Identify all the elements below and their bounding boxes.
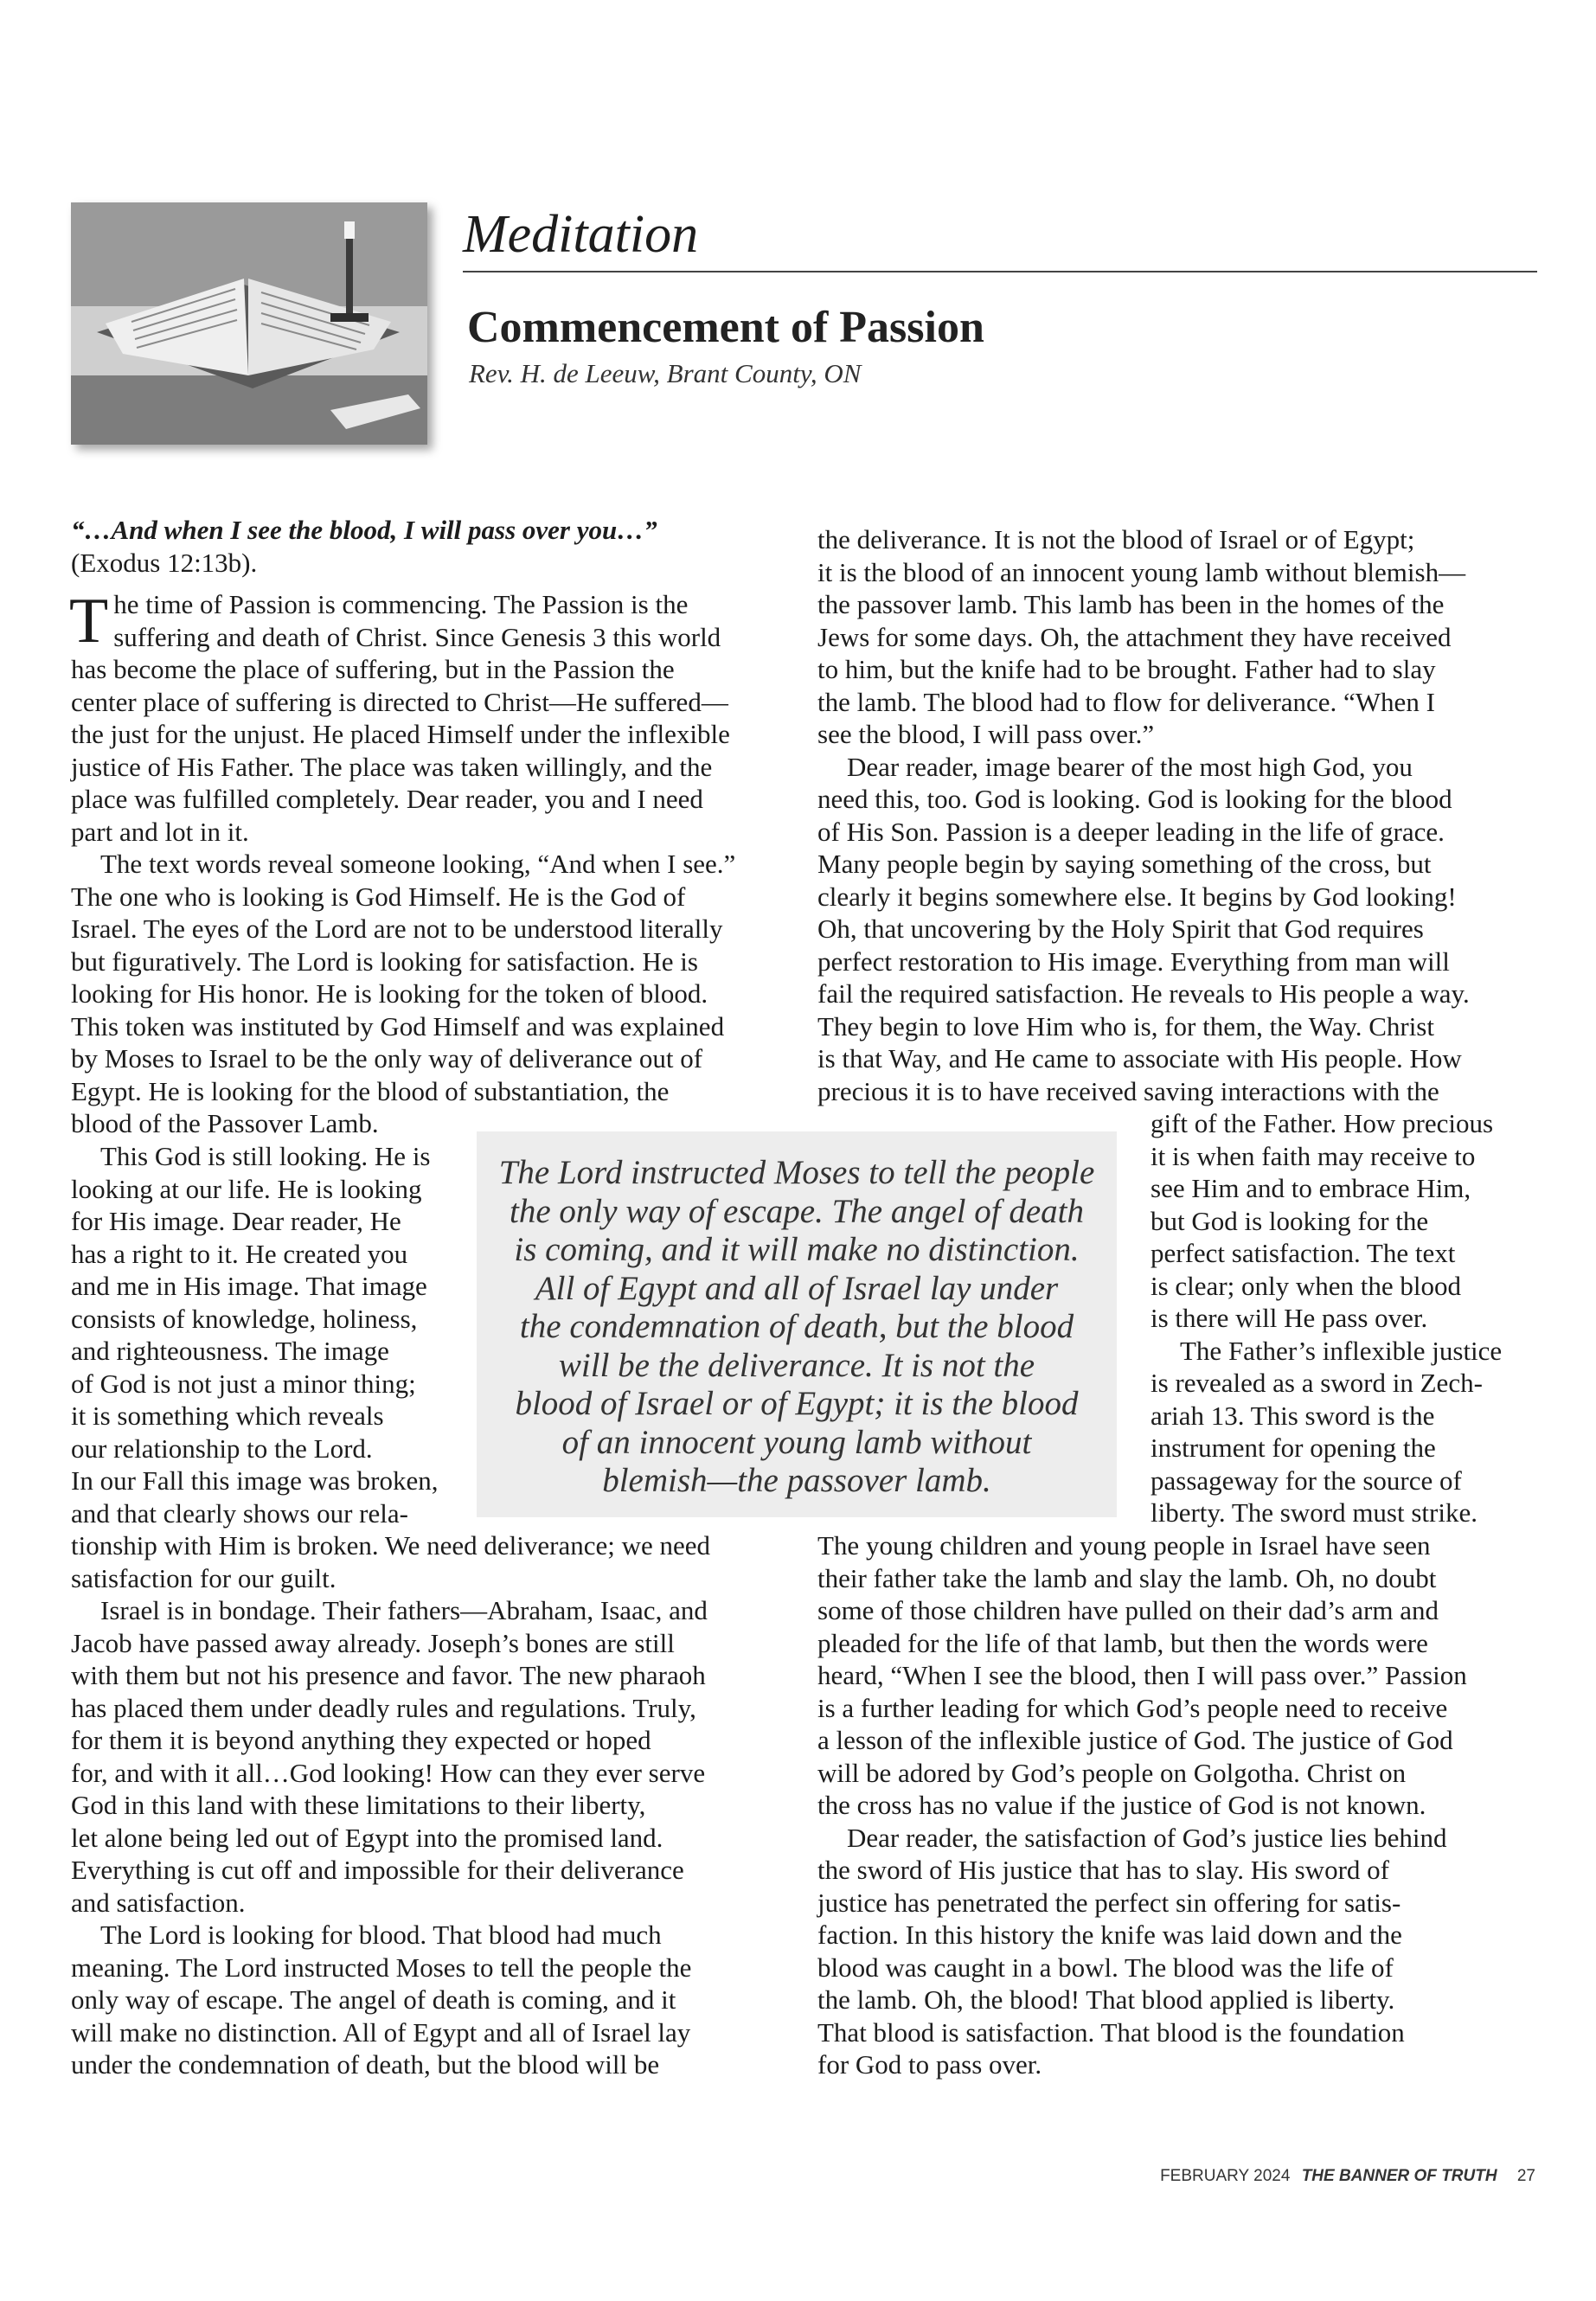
text-line: justice has penetrated the perfect sin offering for satis-	[817, 1887, 1401, 1918]
header-illustration-open-bible	[71, 202, 427, 445]
epigraph-quote: “…And when I see the blood, I will pass over you…”	[71, 515, 657, 545]
text-line: blood was caught in a bowl. The blood was the life of	[817, 1952, 1394, 1983]
text-line: but God is looking for the	[1151, 1205, 1429, 1236]
text-line: Dear reader, the satisfaction of God’s justice lies behind	[847, 1822, 1447, 1853]
text-line: the just for the unjust. He placed Himself under the inflexible	[71, 719, 730, 749]
page-footer	[865, 2167, 1535, 2186]
text-line: pleaded for the life of that lamb, but then the words were	[817, 1627, 1428, 1658]
pullquote-line: the only way of escape. The angel of death	[510, 1192, 1084, 1230]
text-line: see Him and to embrace Him,	[1151, 1173, 1471, 1203]
epigraph-reference: (Exodus 12:13b).	[71, 547, 258, 578]
text-line: The Lord is looking for blood. That blood had much	[100, 1920, 662, 1950]
text-line: a lesson of the inflexible justice of God. The justice of God	[817, 1725, 1453, 1755]
text-line: The text words reveal someone looking, “And when I see.”	[100, 849, 736, 879]
text-line: is revealed as a sword in Zech-	[1151, 1368, 1483, 1398]
open-bible-icon	[71, 202, 427, 445]
text-line: Everything is cut off and impossible for their deliverance	[71, 1855, 684, 1885]
text-line: has become the place of suffering, but in the Passion the	[71, 654, 675, 684]
byline: Rev. H. de Leeuw, Brant County, ON	[469, 358, 862, 388]
text-line: Oh, that uncovering by the Holy Spirit that God requires	[817, 913, 1424, 944]
text-line: has placed them under deadly rules and regulations. Truly,	[71, 1692, 696, 1723]
text-line: consists of knowledge, holiness,	[71, 1303, 418, 1334]
text-line: our relationship to the Lord.	[71, 1433, 373, 1464]
text-line: of God is not just a minor thing;	[71, 1368, 416, 1399]
text-line: the deliverance. It is not the blood of Israel or of Egypt;	[817, 524, 1415, 554]
text-line: perfect satisfaction. The text	[1151, 1238, 1456, 1268]
text-line: let alone being led out of Egypt into the promised land.	[71, 1822, 663, 1853]
text-line: and righteousness. The image	[71, 1336, 389, 1366]
text-line: only way of escape. The angel of death is coming, and it	[71, 1984, 676, 2015]
text-line: and that clearly shows our rela-	[71, 1497, 408, 1529]
text-line: their father take the lamb and slay the lamb. Oh, no doubt	[817, 1562, 1437, 1593]
text-line: has a right to it. He created you	[71, 1238, 408, 1269]
text-line: meaning. The Lord instructed Moses to tell the people the	[71, 1952, 692, 1983]
text-line: and satisfaction.	[71, 1887, 246, 1918]
text-line: for God to pass over.	[817, 2049, 1042, 2080]
text-line: for them it is beyond anything they expected or hoped	[71, 1725, 651, 1755]
text-line: satisfaction for our guilt.	[71, 1562, 337, 1593]
text-line: the cross has no value if the justice of God is not known.	[817, 1790, 1426, 1820]
text-line: Dear reader, image bearer of the most high God, you	[847, 751, 1413, 782]
text-line: he time of Passion is commencing. The Passion is the	[113, 589, 689, 619]
pullquote-line: blood of Israel or of Egypt; it is the blood	[515, 1385, 1079, 1422]
text-line: some of those children have pulled on their dad’s arm and	[817, 1595, 1439, 1625]
text-line: with them but not his presence and favor. The new pharaoh	[71, 1660, 706, 1690]
text-line: ariah 13. This sword is the	[1151, 1400, 1435, 1431]
text-line: tionship with Him is broken. We need deliverance; we need	[71, 1530, 711, 1561]
text-line: Israel is in bondage. Their fathers—Abraham, Isaac, and	[100, 1595, 708, 1625]
text-line: The Father’s inflexible justice	[1180, 1335, 1503, 1366]
text-line: Jacob have passed away already. Joseph’s bones are still	[71, 1627, 675, 1658]
right-column-block-a	[817, 523, 1470, 1107]
pullquote	[477, 1154, 1117, 1501]
text-line: will make no distinction. All of Egypt and all of Israel lay	[71, 2016, 691, 2048]
text-line: looking at our life. He is looking	[71, 1173, 422, 1204]
text-line: part and lot in it.	[71, 816, 249, 847]
text-line: fail the required satisfaction. He reveals to His people a way.	[817, 978, 1470, 1009]
text-line: by Moses to Israel to be the only way of deliverance out of	[71, 1043, 703, 1074]
section-label: Meditation	[463, 205, 699, 264]
pullquote-line: All of Egypt and all of Israel lay under	[535, 1269, 1059, 1307]
text-line: passageway for the source of	[1151, 1465, 1462, 1496]
right-column-block-b	[1151, 1107, 1502, 1529]
text-line: Jews for some days. Oh, the attachment they have received	[817, 621, 1452, 652]
text-line: Many people begin by saying something of the cross, but	[817, 849, 1432, 879]
text-line: They begin to love Him who is, for them, the Way. Christ	[817, 1010, 1434, 1042]
epigraph	[71, 514, 657, 579]
text-line: but figuratively. The Lord is looking for satisfaction. He is	[71, 945, 698, 977]
left-column-block-c	[71, 1529, 710, 2081]
text-line: clearly it begins somewhere else. It begins by God looking!	[817, 881, 1457, 912]
text-line: justice of His Father. The place was taken willingly, and the	[71, 751, 713, 782]
text-line: This God is still looking. He is	[100, 1141, 431, 1171]
text-line: under the condemnation of death, but the blood will be	[71, 2049, 660, 2080]
text-line: is there will He pass over.	[1151, 1303, 1428, 1333]
text-line: the passover lamb. This lamb has been in the homes of the	[817, 589, 1445, 619]
text-line: need this, too. God is looking. God is looking for the blood	[817, 784, 1452, 814]
page-number: 27	[1516, 2167, 1535, 2185]
text-line: the lamb. The blood had to flow for deliverance. “When I	[817, 686, 1435, 717]
pullquote-line: is coming, and it will make no distinction.	[514, 1231, 1080, 1268]
dropcap: T	[69, 586, 109, 657]
text-line: In our Fall this image was broken,	[71, 1465, 439, 1496]
text-line: Egypt. He is looking for the blood of substantiation, the	[71, 1075, 670, 1106]
footer-date: FEBRUARY 2024	[1160, 2167, 1291, 2185]
text-line: is that Way, and He came to associate with His people. How	[817, 1043, 1462, 1074]
text-line: The one who is looking is God Himself. He is the God of	[71, 881, 686, 912]
right-column-block-c	[817, 1529, 1467, 2081]
article-title: Commencement of Passion	[467, 303, 984, 352]
text-line: perfect restoration to His image. Everything from man will	[817, 945, 1450, 977]
text-line: Israel. The eyes of the Lord are not to be understood literally	[71, 913, 723, 944]
text-line: for, and with it all…God looking! How can they ever serve	[71, 1757, 706, 1788]
footer-publication: THE BANNER OF TRUTH	[1301, 2167, 1497, 2185]
text-line: suffering and death of Christ. Since Genesis 3 this world	[113, 621, 721, 652]
text-line: God in this land with these limitations to their liberty,	[71, 1790, 646, 1820]
text-line: place was fulfilled completely. Dear reader, you and I need	[71, 784, 703, 814]
text-line: is clear; only when the blood	[1151, 1270, 1461, 1301]
text-line: That blood is satisfaction. That blood is the foundation	[817, 2016, 1405, 2048]
text-line: it is something which reveals	[71, 1400, 384, 1431]
text-line: This token was instituted by God Himself and was explained	[71, 1010, 725, 1042]
text-line: it is the blood of an innocent young lamb without blemish—	[817, 556, 1466, 587]
text-line: will be adored by God’s people on Golgotha. Christ on	[817, 1757, 1407, 1788]
text-line: center place of suffering is directed to Christ—He suffered—	[71, 686, 728, 717]
text-line: faction. In this history the knife was laid down and the	[817, 1920, 1402, 1950]
text-line: for His image. Dear reader, He	[71, 1206, 401, 1236]
text-line: is a further leading for which God’s people need to receive	[817, 1692, 1448, 1723]
text-line: looking for His honor. He is looking for the token of blood.	[71, 978, 708, 1009]
text-line: the sword of His justice that has to slay. His sword of	[817, 1855, 1389, 1885]
text-line: liberty. The sword must strike.	[1151, 1497, 1477, 1528]
text-line: the lamb. Oh, the blood! That blood applied is liberty.	[817, 1984, 1395, 2015]
text-line: to him, but the knife had to be brought. Father had to slay	[817, 654, 1436, 684]
text-line: it is when faith may receive to	[1151, 1140, 1476, 1171]
left-column-block-a	[71, 588, 735, 1140]
pullquote-line: will be the deliverance. It is not the	[558, 1346, 1035, 1384]
text-line: heard, “When I see the blood, then I will pass over.” Passion	[817, 1660, 1467, 1690]
left-column-block-b	[71, 1140, 438, 1529]
pullquote-line: blemish—the passover lamb.	[602, 1462, 991, 1499]
text-line: blood of the Passover Lamb.	[71, 1108, 379, 1138]
text-line: precious it is to have received saving interactions with the	[817, 1075, 1439, 1106]
text-line: see the blood, I will pass over.”	[817, 719, 1155, 749]
text-line: and me in His image. That image	[71, 1271, 427, 1301]
text-line: gift of the Father. How precious	[1151, 1108, 1494, 1138]
text-line: instrument for opening the	[1151, 1433, 1436, 1463]
text-line: The young children and young people in Israel have seen	[817, 1530, 1431, 1561]
text-line: of His Son. Passion is a deeper leading in the life of grace.	[817, 816, 1445, 847]
pullquote-line: the condemnation of death, but the blood	[519, 1308, 1074, 1345]
header-divider	[463, 271, 1537, 272]
pullquote-line: of an innocent young lamb without	[561, 1423, 1032, 1461]
pullquote-line: The Lord instructed Moses to tell the people	[498, 1154, 1095, 1191]
